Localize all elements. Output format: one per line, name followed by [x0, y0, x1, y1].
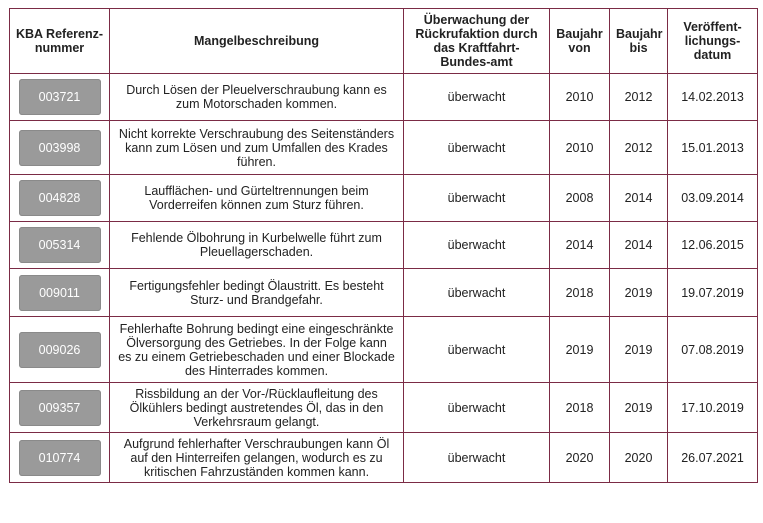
ref-cell: [10, 317, 110, 383]
status-cell: überwacht: [404, 433, 550, 483]
desc-cell: Fehlerhafte Bohrung bedingt eine eingeschränkte Ölversorgung des Getriebes. In der Folge kann es zu einem Getriebeschaden und einer Blockade des Hinterrades kommen.: [110, 317, 404, 383]
header-date: Veröffent-lichungs-datum: [668, 9, 758, 74]
status-cell: überwacht: [404, 74, 550, 121]
from-cell: 2010: [550, 74, 610, 121]
from-cell: 2014: [550, 222, 610, 269]
ref-button[interactable]: 009011: [19, 275, 101, 311]
ref-cell: [10, 175, 110, 222]
from-cell: 2018: [550, 269, 610, 317]
date-cell: 19.07.2019: [668, 269, 758, 317]
header-to: Baujahr bis: [610, 9, 668, 74]
desc-cell: Durch Lösen der Pleuelverschraubung kann es zum Motorschaden kommen.: [110, 74, 404, 121]
to-cell: 2020: [610, 433, 668, 483]
from-cell: 2020: [550, 433, 610, 483]
from-cell: 2008: [550, 175, 610, 222]
date-cell: 17.10.2019: [668, 383, 758, 433]
desc-cell: Fehlende Ölbohrung in Kurbelwelle führt zum Pleuellagerschaden.: [110, 222, 404, 269]
date-cell: 07.08.2019: [668, 317, 758, 383]
header-monitor: Überwachung der Rückrufaktion durch das Kraftfahrt-Bundes-amt: [404, 9, 550, 74]
ref-cell: [10, 74, 110, 121]
desc-cell: Laufflächen- und Gürteltrennungen beim Vorderreifen können zum Sturz führen.: [110, 175, 404, 222]
to-cell: 2012: [610, 74, 668, 121]
recall-table: [9, 8, 758, 483]
desc-cell: Rissbildung an der Vor-/Rücklaufleitung des Ölkühlers bedingt austretendes Öl, das in den Verkehrsraum gelangt.: [110, 383, 404, 433]
table-row: [10, 222, 758, 269]
status-cell: überwacht: [404, 222, 550, 269]
to-cell: 2014: [610, 222, 668, 269]
status-cell: überwacht: [404, 383, 550, 433]
status-cell: überwacht: [404, 317, 550, 383]
ref-cell: [10, 383, 110, 433]
ref-cell: [10, 222, 110, 269]
ref-button[interactable]: 009357: [19, 390, 101, 426]
ref-button[interactable]: 003721: [19, 79, 101, 115]
to-cell: 2019: [610, 383, 668, 433]
date-cell: 12.06.2015: [668, 222, 758, 269]
table-row: [10, 74, 758, 121]
table-row: [10, 175, 758, 222]
ref-button[interactable]: 005314: [19, 227, 101, 263]
table-header-row: [10, 9, 758, 74]
table-row: [10, 121, 758, 175]
ref-cell: [10, 121, 110, 175]
from-cell: 2010: [550, 121, 610, 175]
ref-cell: [10, 433, 110, 483]
to-cell: 2012: [610, 121, 668, 175]
from-cell: 2018: [550, 383, 610, 433]
status-cell: überwacht: [404, 121, 550, 175]
to-cell: 2019: [610, 317, 668, 383]
date-cell: 03.09.2014: [668, 175, 758, 222]
ref-button[interactable]: 003998: [19, 130, 101, 166]
to-cell: 2019: [610, 269, 668, 317]
header-from: Baujahr von: [550, 9, 610, 74]
status-cell: überwacht: [404, 175, 550, 222]
date-cell: 26.07.2021: [668, 433, 758, 483]
ref-button[interactable]: 009026: [19, 332, 101, 368]
desc-cell: Fertigungsfehler bedingt Ölaustritt. Es besteht Sturz- und Brandgefahr.: [110, 269, 404, 317]
ref-button[interactable]: 010774: [19, 440, 101, 476]
date-cell: 14.02.2013: [668, 74, 758, 121]
table-body: [10, 74, 758, 483]
desc-cell: Nicht korrekte Verschraubung des Seitenständers kann zum Lösen und zum Umfallen des Krades führen.: [110, 121, 404, 175]
date-cell: 15.01.2013: [668, 121, 758, 175]
table-row: [10, 433, 758, 483]
header-ref: KBA Referenz-nummer: [10, 9, 110, 74]
table-row: [10, 317, 758, 383]
recall-table-container: [9, 8, 758, 483]
desc-cell: Aufgrund fehlerhafter Verschraubungen kann Öl auf den Hinterreifen gelangen, wodurch es zu kritischen Fahrzuständen kommen kann.: [110, 433, 404, 483]
to-cell: 2014: [610, 175, 668, 222]
table-row: [10, 269, 758, 317]
table-row: [10, 383, 758, 433]
header-desc: Mangelbeschreibung: [110, 9, 404, 74]
status-cell: überwacht: [404, 269, 550, 317]
from-cell: 2019: [550, 317, 610, 383]
ref-button[interactable]: 004828: [19, 180, 101, 216]
ref-cell: [10, 269, 110, 317]
